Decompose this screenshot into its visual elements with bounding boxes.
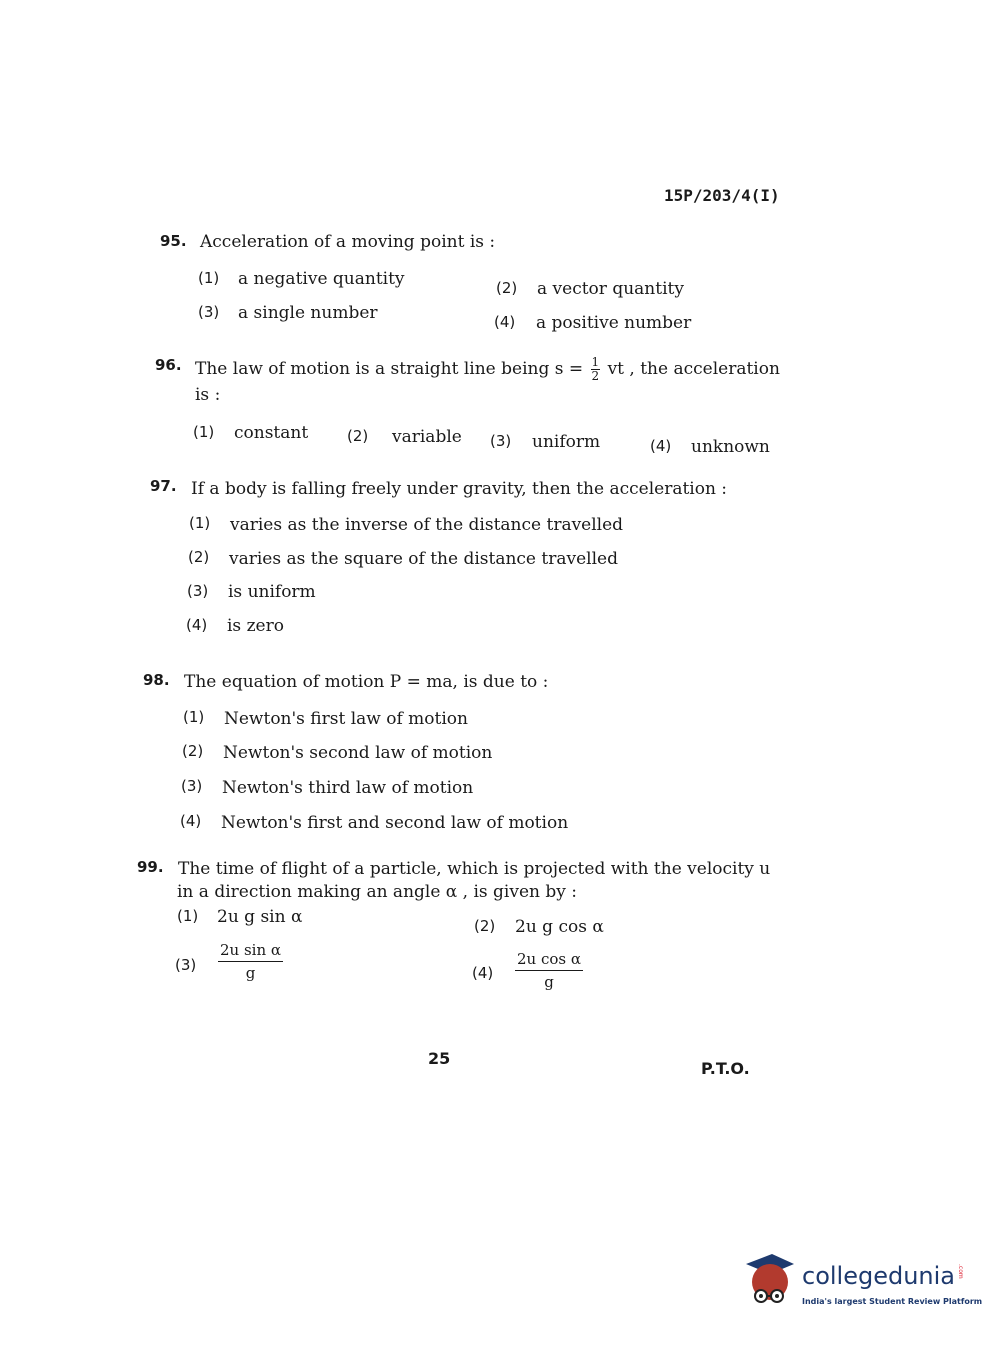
option-text: variable <box>392 427 462 447</box>
option-text: Newton's third law of motion <box>222 778 474 798</box>
option-text: constant <box>234 423 309 443</box>
fraction-numerator: 2u cos α <box>515 948 583 971</box>
option-number: (1) <box>189 514 211 532</box>
option-number: (1) <box>177 907 199 925</box>
fraction <box>591 356 601 383</box>
question-text <box>195 356 780 383</box>
fraction-denominator: 2 <box>591 369 600 383</box>
question-text-continued: in a direction making an angle α , is given by : <box>177 882 578 902</box>
fraction-denominator: g <box>245 964 256 982</box>
option-number: (3) <box>187 582 209 600</box>
option-number: (2) <box>188 548 210 566</box>
question-text: Acceleration of a moving point is : <box>200 232 496 252</box>
option-number: (3) <box>490 432 512 450</box>
option-text: is uniform <box>228 582 316 602</box>
question-number: 95. <box>160 232 187 250</box>
collegedunia-logo <box>742 1250 983 1310</box>
question-number: 97. <box>150 477 177 495</box>
option-number: (4) <box>186 616 208 634</box>
pto-label: P.T.O. <box>701 1059 750 1078</box>
option-text: is zero <box>227 616 284 636</box>
option-text: unknown <box>691 437 770 457</box>
option-number: (2) <box>474 917 496 935</box>
question-number: 98. <box>143 671 170 689</box>
paper-code: 15P/203/4(I) <box>664 186 780 205</box>
option-text: Newton's second law of motion <box>223 743 493 763</box>
option-number: (1) <box>198 269 220 287</box>
option-fraction <box>218 939 283 984</box>
option-text: a single number <box>238 303 378 323</box>
option-number: (4) <box>472 964 494 982</box>
option-text: a positive number <box>536 313 692 333</box>
fraction-numerator: 1 <box>591 355 600 369</box>
option-text: varies as the inverse of the distance travelled <box>230 515 624 535</box>
option-number: (2) <box>182 742 204 760</box>
question-text: The equation of motion P = ma, is due to : <box>184 672 549 692</box>
option-number: (4) <box>180 812 202 830</box>
question-number: 96. <box>155 356 182 374</box>
fraction-numerator: 2u sin α <box>218 939 283 962</box>
option-text: 2u g sin α <box>217 907 303 927</box>
option-text: uniform <box>532 432 601 452</box>
option-number: (2) <box>347 427 369 445</box>
logo-name: collegedunia <box>802 1262 956 1290</box>
option-number: (4) <box>494 313 516 331</box>
option-text: 2u g cos α <box>515 917 604 937</box>
mascot-icon <box>742 1250 798 1310</box>
option-number: (2) <box>496 279 518 297</box>
question-text-part: vt , the acceleration <box>607 359 780 379</box>
option-number: (3) <box>198 303 220 321</box>
option-text: Newton's first law of motion <box>224 709 468 729</box>
question-text-part: The law of motion is a straight line being s = <box>195 359 584 379</box>
logo-tagline: India's largest Student Review Platform <box>802 1297 983 1306</box>
question-text: The time of flight of a particle, which is projected with the velocity u <box>178 859 771 879</box>
option-number: (4) <box>650 437 672 455</box>
logo-domain: .com <box>957 1264 964 1279</box>
option-text: varies as the square of the distance travelled <box>229 549 618 569</box>
option-text: a negative quantity <box>238 269 405 289</box>
option-number: (1) <box>193 423 215 441</box>
question-text: If a body is falling freely under gravity, then the acceleration : <box>191 479 728 499</box>
option-number: (3) <box>181 777 203 795</box>
option-text: a vector quantity <box>537 279 684 299</box>
option-number: (1) <box>183 708 205 726</box>
option-fraction <box>515 948 583 993</box>
page-number: 25 <box>428 1049 451 1068</box>
question-number: 99. <box>137 858 164 876</box>
question-text-continued: is : <box>195 385 221 405</box>
option-text: Newton's first and second law of motion <box>221 813 569 833</box>
fraction-denominator: g <box>544 973 554 991</box>
option-number: (3) <box>175 956 197 974</box>
